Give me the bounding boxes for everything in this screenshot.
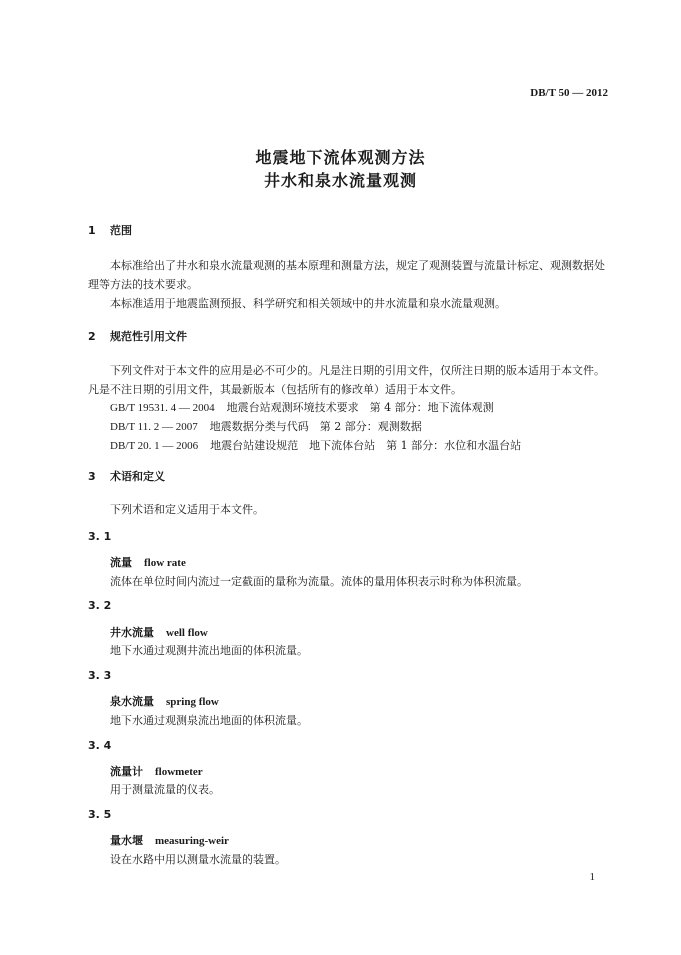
page-number: 1 bbox=[589, 871, 595, 883]
term-heading bbox=[110, 554, 186, 570]
term-number: 3. 4 bbox=[88, 739, 112, 752]
reference-code: GB/T 19531. 4 — 2004 bbox=[110, 402, 215, 414]
term-heading bbox=[110, 693, 219, 709]
section-number: 1 bbox=[88, 224, 96, 237]
section-1-paragraph-1: 本标准给出了井水和泉水流量观测的基本原理和测量方法，规定了观测装置与流量计标定、观测数据处理等方法的技术要求。 bbox=[88, 259, 605, 291]
section-number: 2 bbox=[88, 330, 96, 343]
term-definition: 用于测量流量的仪表。 bbox=[110, 783, 220, 796]
section-3-heading bbox=[88, 468, 165, 484]
title-line-1: 地震地下流体观测方法 bbox=[255, 148, 426, 167]
section-number: 3 bbox=[88, 470, 96, 483]
term-en: well flow bbox=[166, 627, 208, 639]
term-heading bbox=[110, 763, 203, 779]
term-definition: 流体在单位时间内流过一定截面的量称为流量。流体的量用体积表示时称为体积流量。 bbox=[110, 575, 528, 588]
term-zh: 流量计 bbox=[110, 765, 143, 778]
section-title: 规范性引用文件 bbox=[110, 330, 187, 343]
reference-title: 地震数据分类与代码 第 2 部分：观测数据 bbox=[209, 420, 422, 433]
term-heading bbox=[110, 832, 229, 848]
term-zh: 量水堰 bbox=[110, 834, 143, 847]
section-1-paragraph-2: 本标准适用于地震监测预报、科学研究和相关领域中的井水流量和泉水流量观测。 bbox=[110, 297, 506, 310]
term-en: measuring-weir bbox=[155, 835, 229, 847]
reference-title: 地震台站建设规范 地下流体台站 第 1 部分：水位和水温台站 bbox=[210, 439, 522, 452]
term-definition: 地下水通过观测井流出地面的体积流量。 bbox=[110, 644, 308, 657]
term-en: flowmeter bbox=[155, 766, 203, 778]
term-zh: 流量 bbox=[110, 556, 132, 569]
standard-code: DB/T 50 — 2012 bbox=[530, 87, 608, 99]
reference-item bbox=[110, 436, 521, 456]
term-en: spring flow bbox=[166, 696, 219, 708]
term-number: 3. 5 bbox=[88, 808, 112, 821]
term-definition: 地下水通过观测泉流出地面的体积流量。 bbox=[110, 714, 308, 727]
reference-title: 地震台站观测环境技术要求 第 4 部分：地下流体观测 bbox=[226, 401, 494, 414]
section-1-heading bbox=[88, 222, 132, 238]
section-title: 范围 bbox=[110, 224, 132, 237]
reference-code: DB/T 11. 2 — 2007 bbox=[110, 421, 198, 433]
term-number: 3. 2 bbox=[88, 599, 112, 612]
section-2-heading bbox=[88, 328, 187, 344]
term-definition: 设在水路中用以测量水流量的装置。 bbox=[110, 853, 286, 866]
section-2-paragraph-1: 下列文件对于本文件的应用是必不可少的。凡是注日期的引用文件，仅所注日期的版本适用于本文件。凡是不注日期的引用文件，其最新版本（包括所有的修改单）适用于本文件。 bbox=[88, 364, 605, 396]
term-number: 3. 1 bbox=[88, 530, 112, 543]
reference-code: DB/T 20. 1 — 2006 bbox=[110, 440, 199, 452]
term-en: flow rate bbox=[144, 557, 186, 569]
document-title bbox=[0, 146, 681, 192]
reference-item bbox=[110, 398, 494, 418]
section-title: 术语和定义 bbox=[110, 470, 165, 483]
title-line-2: 井水和泉水流量观测 bbox=[263, 171, 417, 190]
reference-item bbox=[110, 417, 422, 437]
term-heading bbox=[110, 624, 208, 640]
section-3-paragraph-1: 下列术语和定义适用于本文件。 bbox=[110, 503, 264, 516]
term-zh: 井水流量 bbox=[110, 626, 154, 639]
term-zh: 泉水流量 bbox=[110, 695, 154, 708]
term-number: 3. 3 bbox=[88, 669, 112, 682]
